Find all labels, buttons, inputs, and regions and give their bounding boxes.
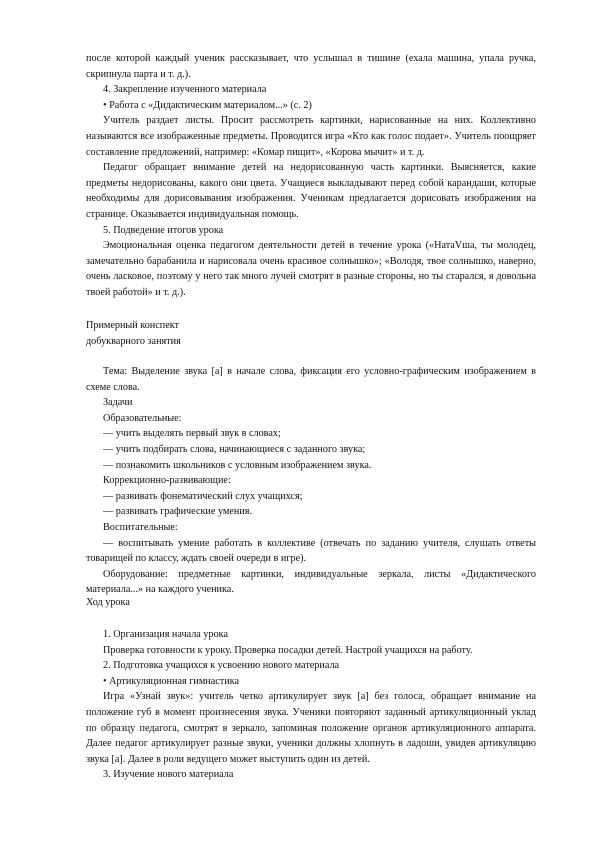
outline-title [86,318,536,349]
equipment-paragraph: Оборудование: предметные картинки, индивидуальные зеркала, листы «Дидактического материала...» на каждого ученика. [86,568,536,596]
upbringing-item: — воспитывать умение работать в коллективе (отвечать по заданию учителя, слушать ответы товарищей по классу, ждать своей очереди в игре). [86,537,536,565]
outline-title-line-2: добукварного занятия [86,335,181,347]
lesson-course-heading: Ход урока [86,597,130,608]
section-lesson-end [86,51,536,301]
educational-label: Образовательные: [103,412,182,424]
tasks-label: Задачи [103,397,133,409]
correctional-item: — развивать графические умения. [103,506,253,518]
gymnastics-line: • Артикуляционная гимнастика [103,675,240,687]
step-2-heading: 2. Подготовка учащихся к усвоению нового материала [103,660,340,672]
step-3-heading: 3. Изучение нового материала [103,769,234,781]
step-4-heading: 4. Закрепление изученного материала [103,84,267,96]
paragraph-evaluation: Эмоциональная оценка педагогом деятельности детей в течение урока («НатаVша, ты молодец, замечательно барабанила и нарисовала очень красивое солнышко»; «Володя, твое солнышко, наверно, очень ласковое, поэтому у него так много лучей смотрят в разные стороны, но ты старался, я довольна твоей работой» и т. д.). [86,240,536,298]
educational-item: — познакомить школьников с условным изображением звука. [103,459,372,471]
educational-item: — учить подбирать слова, начинающиеся с заданного звука; [103,443,366,455]
paragraph-cards: Учитель раздает листы. Просит рассмотреть картинки, нарисованные на них. Коллективно называются все изображенные предметы. Проводится игра «Кто как голос подает». Учитель поощряет составление предложений, например: «Комар пищит», «Корова мычит» и т. д. [86,115,536,158]
correctional-label: Коррекционно-развивающие: [103,475,231,487]
game-paragraph: Игра «Узнай звук»: учитель четко артикулирует звук [а] без голоса, обращает внимание на положение губ в момент произнесения звука. Ученики повторяют заданный артикуляционный уклад по образцу педагога, смотрят в зеркало, запоминая положение органов артикуляционного аппарата. Далее педагог артикулирует разные звуки, ученики должны хлопнуть в ладоши, увидев артикуляцию звука [а]. Далее в роли ведущего может выступить один из детей. [86,691,536,765]
correctional-item: — развивать фонематический слух учащихся; [103,490,303,502]
lesson-plan [86,364,536,598]
readiness-check: Проверка готовности к уроку. Проверка посадки детей. Настрой учащихся на работу. [103,644,473,656]
step-5-heading: 5. Подведение итогов урока [103,224,224,236]
upbringing-label: Воспитательные: [103,521,178,533]
lesson-course [86,627,536,783]
educational-item: — учить выделять первый звук в словах; [103,428,281,440]
step-1-heading: 1. Организация начала урока [103,629,228,640]
paragraph-teacher-attention: Педагог обращает внимание детей на недорисованную часть картинки. Выясняется, какие предметы недорисованы, какого они цвета. Учащиеся выкладывают перед собой карандаши, которые необходимы для дорисовывания изображения. Ученикам предлагается дорисовать изображения на странице. Оказывается индивидуальная помощь. [86,162,536,220]
paragraph-silence: после которой каждый ученик рассказывает, что услышал в тишине (ехала машина, упала ручка, скрипнула парта и т. д.). [86,53,536,80]
didactic-work-line: • Работа с «Дидактическим материалом...» (с. 2) [103,99,312,111]
lesson-topic: Тема: Выделение звука [а] в начале слова, фиксация его условно-графическим изображением в схеме слова. [86,366,536,393]
outline-title-line-1: Примерный конспект [86,320,179,331]
lesson-course-heading-block [86,595,536,611]
